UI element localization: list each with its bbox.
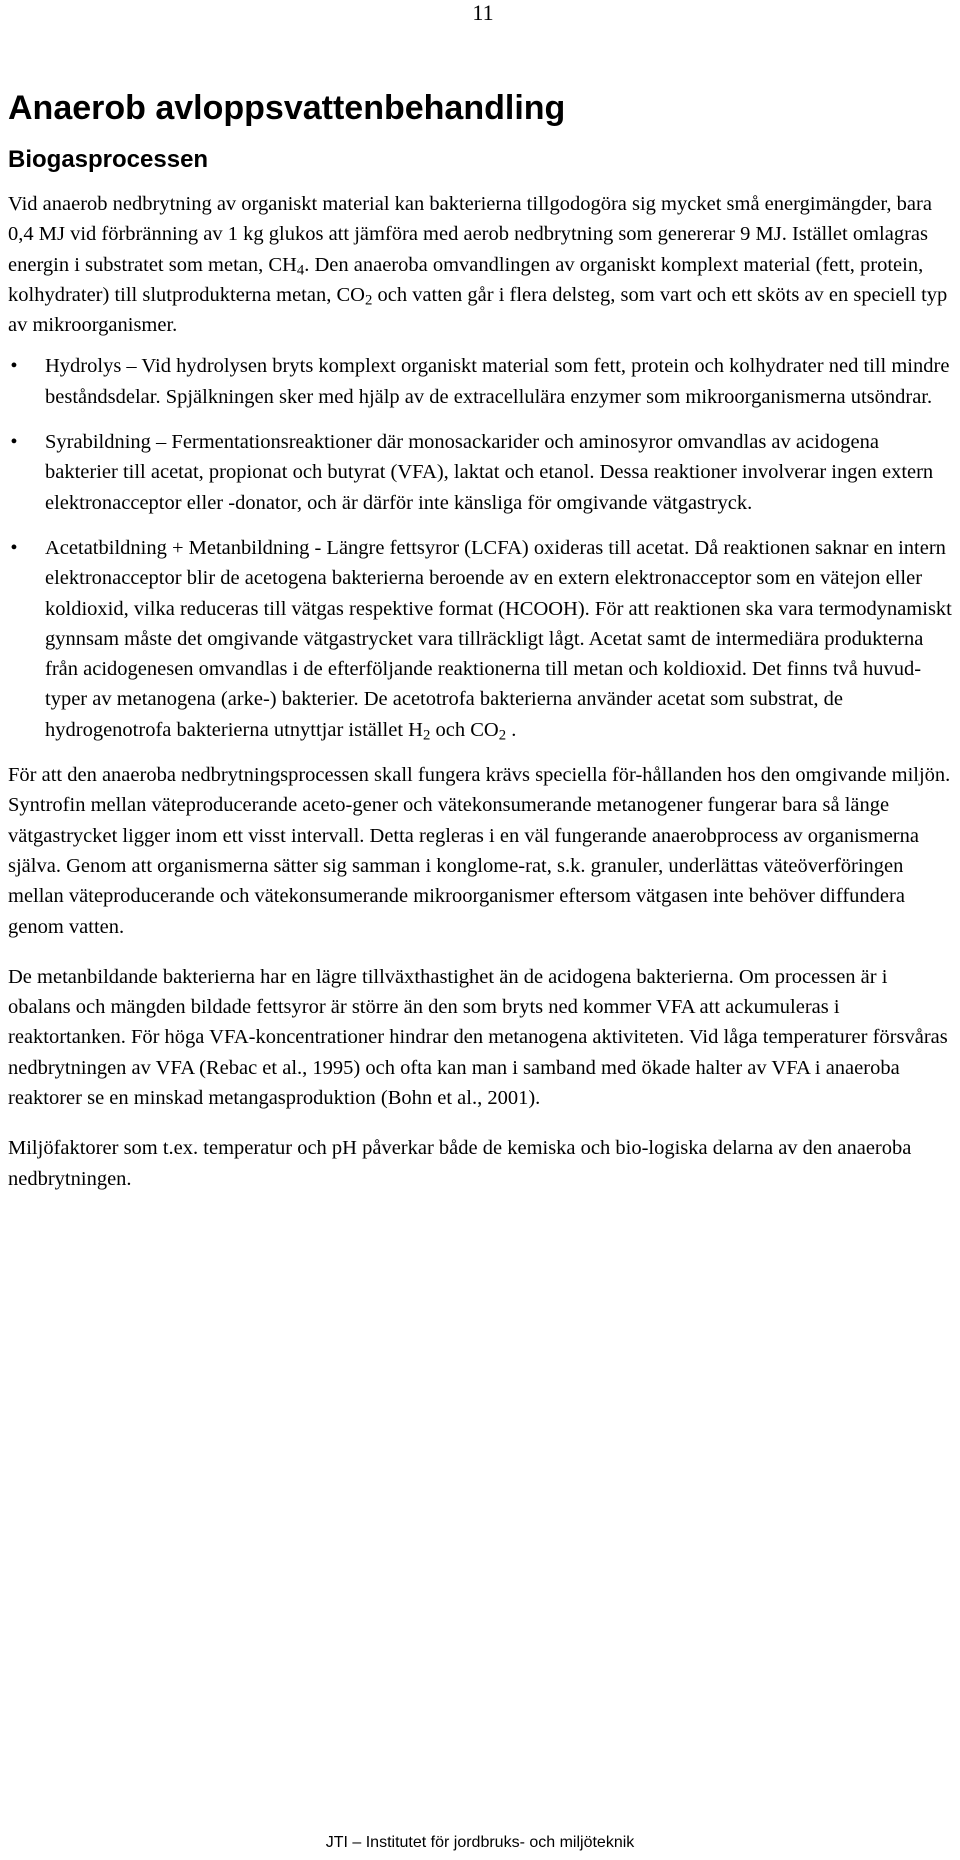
intro-text-2: . Den anaeroba omvandlingen av organiskt komplext material (fett, protein, kolhydrater) till slutprodukterna metan, CO [8,253,924,306]
list-item-text: Acetatbildning + Metanbildning - Längre fettsyror (LCFA) oxideras till acetat. Då reaktionen saknar en intern elektronacceptor blir de acetogena bakterierna beroende av en extern elektronacceptor som en vätejon eller koldioxid, vilka reduceras till vätgas respektive format (HCOOH). För att reaktionen ska vara termodynamiskt gynnsam måste det omgivande vätgastrycket vara tillräckligt lågt. Acetat samt de intermediära produkterna från acidogenesen omvandlas i de efterföljande reaktionerna till metan och koldioxid. Det finns två huvud-typer av metanogena (arke-) bakterier. De acetotrofa bakterierna använder acetat som substrat, de hydrogenotrofa bakterierna utnyttjar istället H [45,536,952,741]
list-item-text: Syrabildning – Fermentationsreaktioner där monosackarider och aminosyror omvandlas av acidogena bakterier till acetat, propionat och butyrat (VFA), laktat och etanol. Dessa reaktioner involverar ingen extern elektronacceptor eller -donator, och är därför inte känsliga för omgivande vätgastryck. [45,431,934,514]
intro-text-3: och vatten går i flera delsteg, som vart och ett sköts av en speciell typ av mikroorganismer. [8,283,948,337]
page-content [8,70,953,1194]
chapter-title: Anaerob avloppsvattenbehandling [8,89,566,127]
body-paragraph: För att den anaeroba nedbrytningsprocessen skall fungera krävs speciella för-hållanden hos den omgivande miljön. Syntrofin mellan väteproducerande aceto-gener och vätekonsumerande metanogener fungerar bara så länge vätgastrycket ligger inom ett visst intervall. Detta regleras i en väl fungerande anaerobprocess av organismerna själva. Genom att organismerna sätter sig samman i konglome-rat, s.k. granuler, underlättas väteöverföringen mellan väteproducerande och vätekonsumerande mikroorganismer eftersom vätgasen inte behöver diffundera genom vatten. [8,764,951,938]
body-paragraph: Miljöfaktorer som t.ex. temperatur och pH påverkar både de kemiska och bio-logiska delarna av den anaeroba nedbrytningen. [8,1137,912,1190]
page-footer: JTI – Institutet för jordbruks- och miljöteknik [325,1834,635,1851]
body-paragraph: De metanbildande bakterierna har en lägre tillväxthastighet än de acidogena bakterierna. Om processen är i obalans och mängden bildade fettsyror är större än den som bryts ned kommer VFA att ackumuleras i reaktortanken. För höga VFA-koncentrationer hindrar den metanogena aktiviteten. Vid låga temperaturer försvåras nedbrytningen av VFA (Rebac et al., 1995) och ofta kan man i samband med ökade halter av VFA i anaeroba reaktorer se en minskad metangasproduktion (Bohn et al., 2001). [8,965,948,1110]
list-item-acetatbildning [8,533,953,745]
list-item-syrabildning [8,427,953,518]
list-item-text: Hydrolys – Vid hydrolysen bryts komplext organiskt material som fett, protein och kolhydrater ned till mindre beståndsdelar. Spjälkningen sker med hjälp av de extracellulära enzymer som mikroorganismerna utsöndrar. [45,355,950,408]
list-item-text: och CO [430,718,499,741]
list-item-hydrolys [8,351,953,412]
intro-paragraph [8,189,953,340]
section-heading: Biogasprocessen [8,146,209,173]
subscript-4: 4 [296,262,305,279]
subscript-2: 2 [422,727,431,744]
page-number: 11 [472,0,494,25]
list-item-text: . [506,718,517,741]
bullet-icon: • [10,431,18,454]
process-steps-list [8,351,953,745]
subscript-2: 2 [498,727,507,744]
intro-text-1: Vid anaerob nedbrytning av organiskt material kan bakterierna tillgodogöra sig mycket små energimängder, bara 0,4 MJ vid förbränning av 1 kg glukos att jämföra med aerob nedbrytning som genererar 9 MJ. Istället omlagras energin i substratet som metan, CH [8,193,932,276]
subscript-2: 2 [364,292,373,309]
bullet-icon: • [10,536,18,559]
bullet-icon: • [10,355,18,378]
